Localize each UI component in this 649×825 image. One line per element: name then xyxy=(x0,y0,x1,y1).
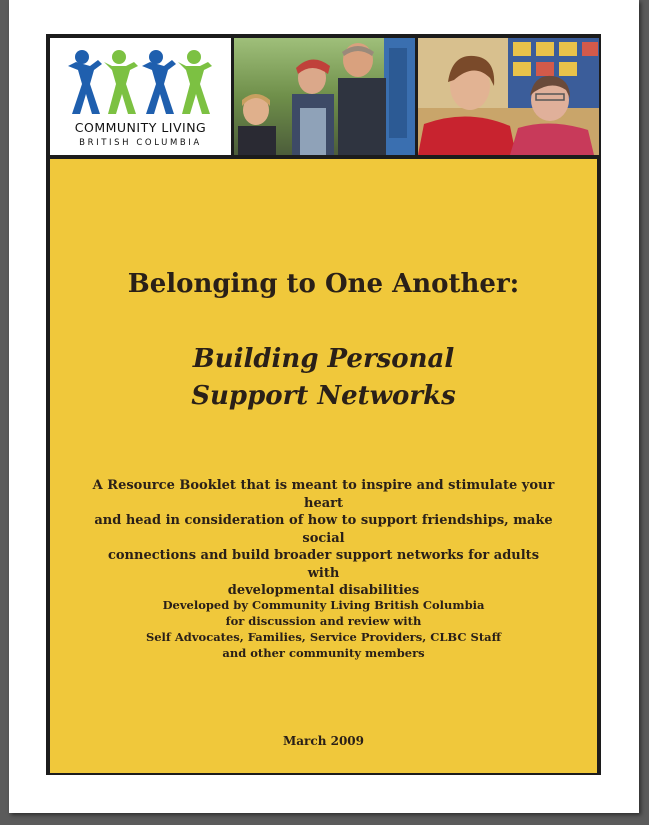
description-line: connections and build broader support networks for adults with xyxy=(107,548,540,581)
description-line: A Resource Booklet that is meant to inspire and stimulate your heart xyxy=(92,478,555,511)
cover-panel xyxy=(50,159,597,773)
subtitle-line: Building Personal xyxy=(192,344,455,374)
subtitle-line: Support Networks xyxy=(191,381,456,411)
description-line: and head in consideration of how to support friendships, make social xyxy=(94,513,553,546)
people-figures-logo-icon xyxy=(64,48,214,118)
developed-by-block xyxy=(90,597,557,661)
description-line: developmental disabilities xyxy=(227,583,420,598)
document-page xyxy=(9,0,639,813)
photo-group-three-people xyxy=(234,38,415,155)
publication-date: March 2009 xyxy=(283,734,364,748)
developed-line: Developed by Community Living British Columbia xyxy=(162,598,485,612)
booklet-title: Belonging to One Another: xyxy=(127,269,520,299)
developed-line: Self Advocates, Families, Service Providers, CLBC Staff xyxy=(145,630,502,644)
developed-line: and other community members xyxy=(222,646,425,660)
logo-region: BRITISH COLUMBIA xyxy=(79,138,202,148)
logo-name: COMMUNITY LIVING xyxy=(74,120,207,135)
photo-two-women xyxy=(418,38,599,155)
cover-frame xyxy=(46,34,601,775)
booklet-description xyxy=(90,477,557,600)
header-row xyxy=(48,36,599,157)
booklet-subtitle xyxy=(50,341,597,415)
developed-line: for discussion and review with xyxy=(225,614,422,628)
clbc-logo xyxy=(50,38,231,155)
